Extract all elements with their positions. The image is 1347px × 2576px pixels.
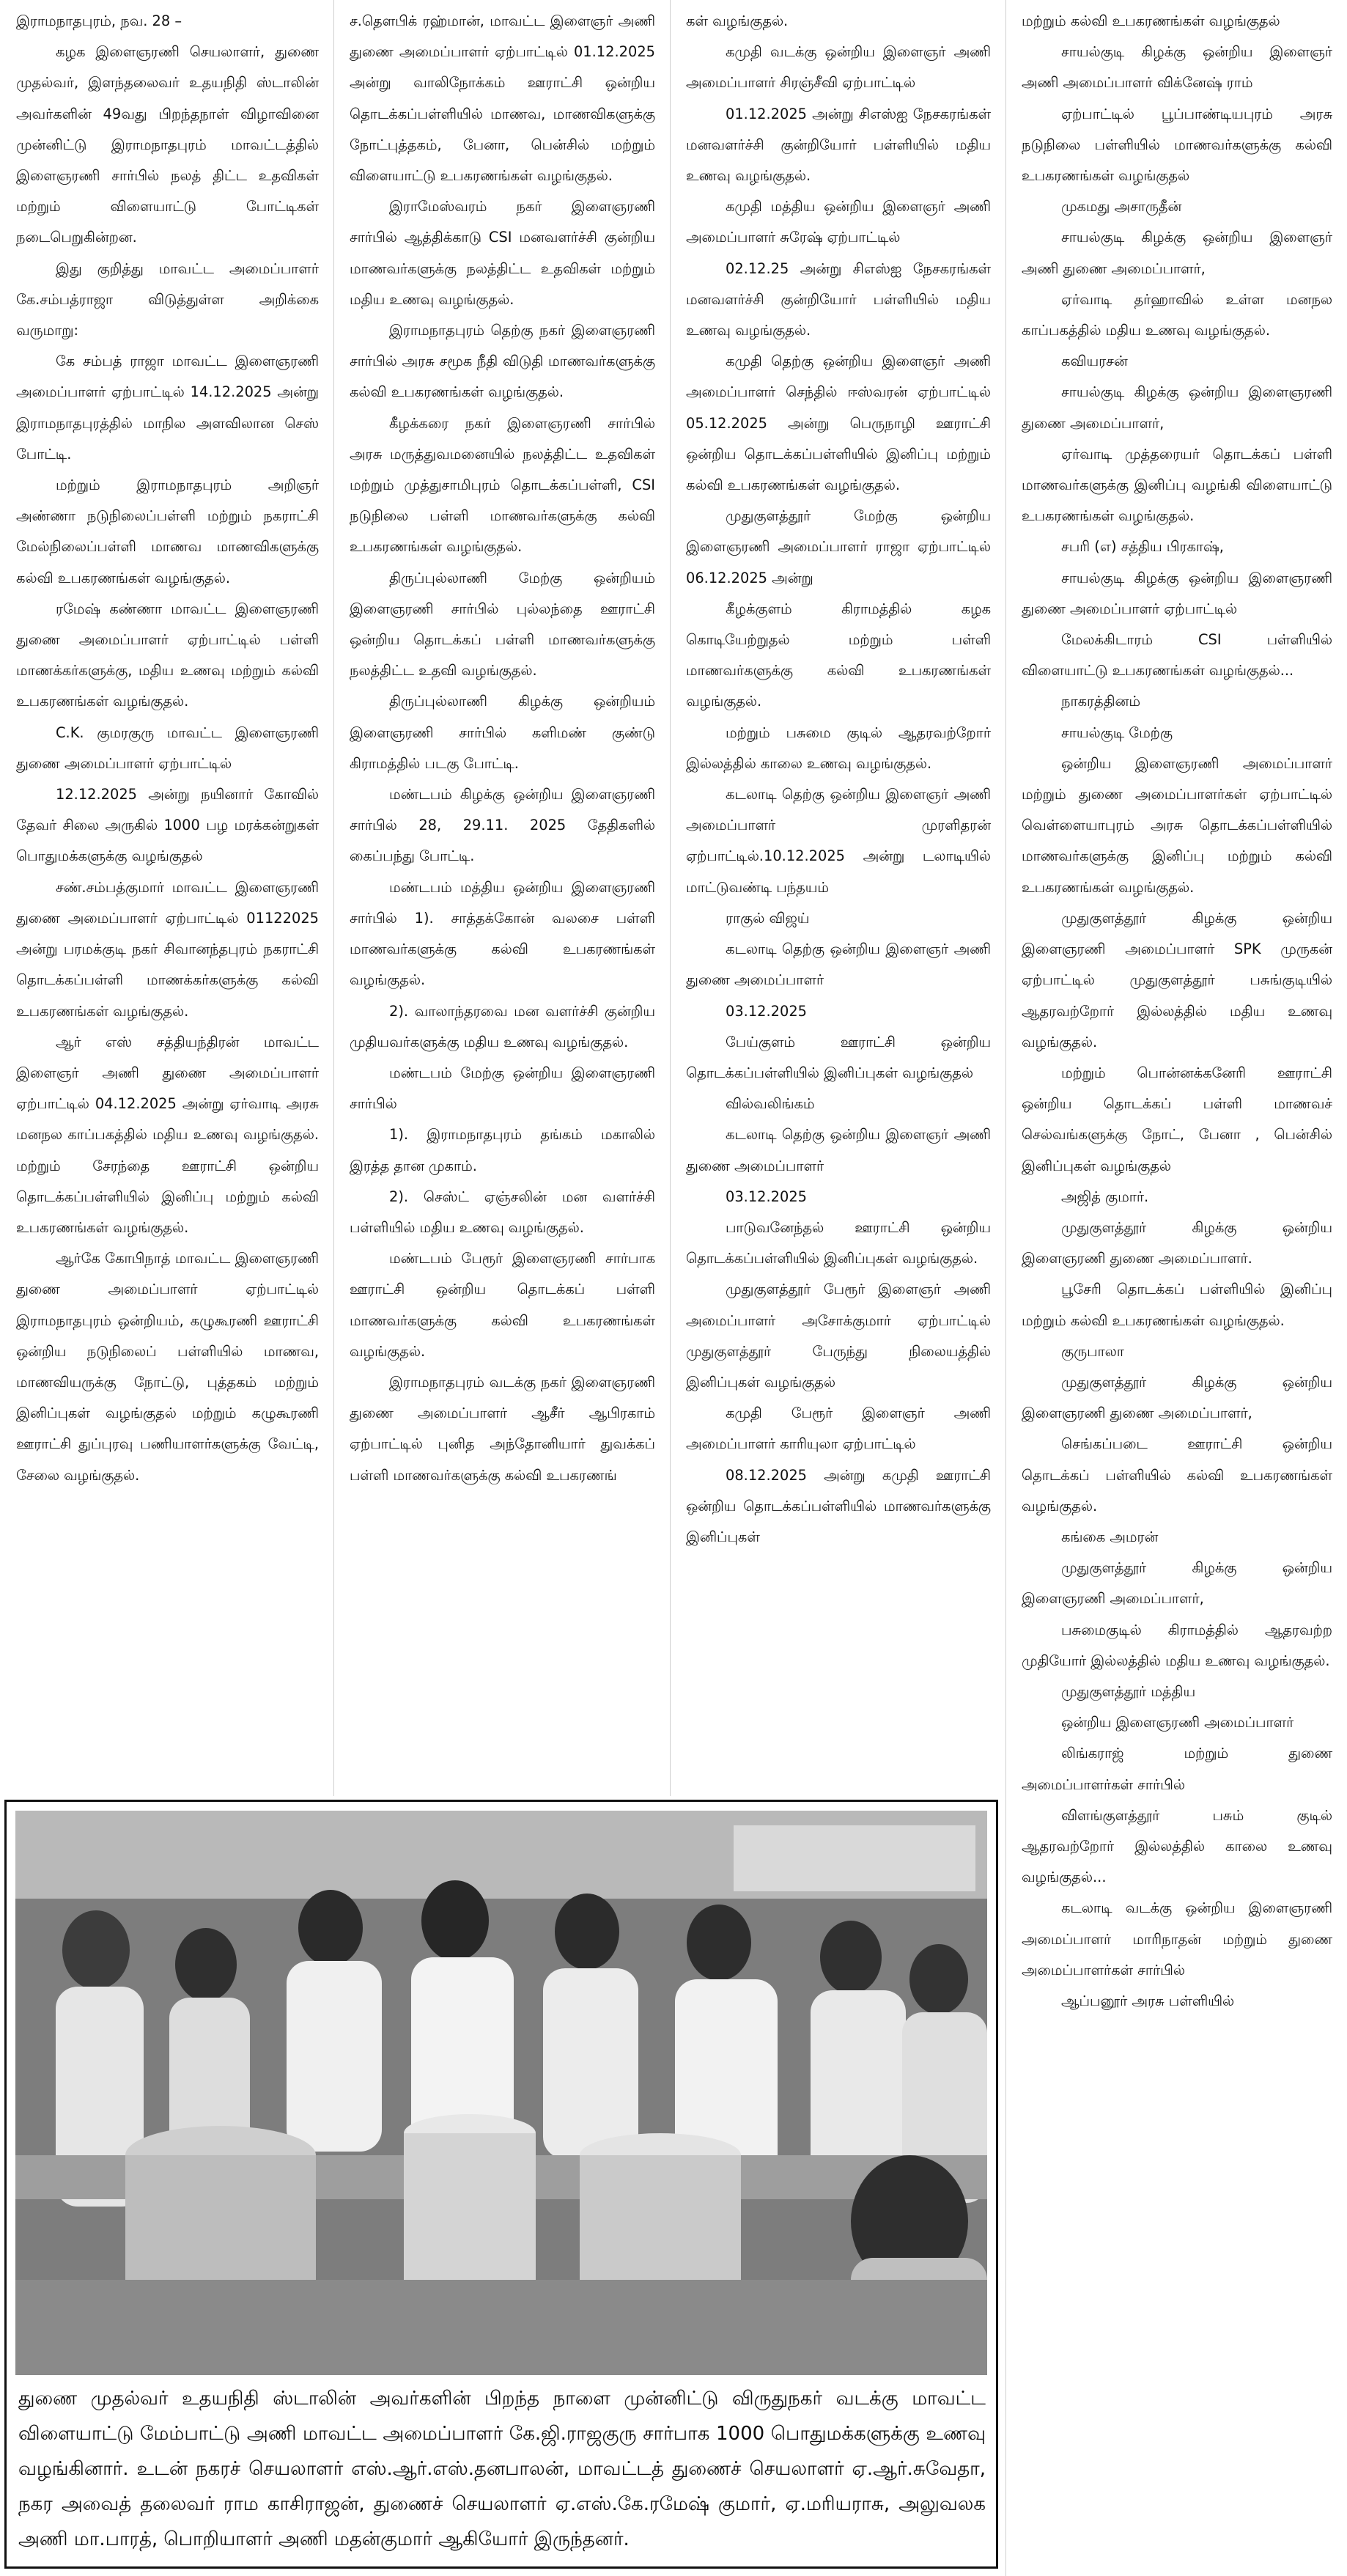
paragraph: மற்றும் பொன்னக்கனேரி ஊராட்சி ஒன்றிய தொடக்கப் பள்ளி மாணவச் செல்வங்களுக்கு நோட், பேனா , பென்சில் இனிப்புகள் வழங்குதல் (1022, 1064, 1332, 1174)
dateline: இராமநாதபுரம், நவ. 28 – (16, 12, 182, 29)
paragraph: சாயல்குடி கிழக்கு ஒன்றிய இளைஞரணி துணை அமைப்பாளர் ஏற்பாட்டில் (1022, 569, 1332, 617)
paragraph: கள் வழங்குதல். (686, 12, 789, 29)
paragraph: மண்டபம் கிழக்கு ஒன்றிய இளைஞரணி சார்பில் 28, 29.11. 2025 தேதிகளில் கைப்பந்து போட்டி. (350, 786, 655, 865)
paragraph: ஒன்றிய இளைஞரணி அமைப்பாளர் மற்றும் துணை அமைப்பாளர்கள் ஏற்பாட்டில் வெள்ளையாபுரம் அரசு தொடக்கப்பள்ளியில் மாணவர்களுக்கு இனிப்பு மற்றும் கல்வி உபகரணங்கள் வழங்குதல். (1022, 754, 1332, 896)
article-column-4 (1005, 0, 1347, 2576)
paragraph: முதுகுளத்தூர் கிழக்கு ஒன்றிய இளைஞரணி துணை அமைப்பாளர். (1022, 1218, 1332, 1267)
paragraph: ச.தௌபிக் ரஹ்மான், மாவட்ட இளைஞர் அணி துணை அமைப்பாளர் ஏற்பாட்டில் 01.12.2025 அன்று வாலிநோக்கம் ஊராட்சி ஒன்றிய தொடக்கப்பள்ளியில் மாணவ, மாணவிகளுக்கு நோட்புத்தகம், பேனா, பென்சில் மற்றும் விளையாட்டு உபகரணங்கள் வழங்குதல். (350, 12, 655, 185)
paragraph: கங்கை அமரன் (1061, 1528, 1159, 1545)
paragraph: C.K. குமரகுரு மாவட்ட இளைஞரணி துணை அமைப்பாளர் ஏற்பாட்டில் (16, 724, 319, 772)
paragraph: அஜித் குமார். (1061, 1188, 1149, 1205)
paragraph: மண்டபம் மேற்கு ஒன்றிய இளைஞரணி சார்பில் (350, 1064, 655, 1113)
paragraph: சண்.சம்பத்குமார் மாவட்ட இளைஞரணி துணை அமைப்பாளர் ஏற்பாட்டில் 01122025 அன்று பரமக்குடி நகர் சிவானந்தபுரம் நகராட்சி தொடக்கப்பள்ளி மாணக்கர்களுக்கு கல்வி உபகரணங்கள் வழங்குதல். (16, 878, 319, 1020)
paragraph: 1). இராமநாதபுரம் தங்கம் மகாலில் இரத்த தான முகாம். (350, 1126, 655, 1174)
paragraph: சாயல்குடி மேற்கு (1061, 724, 1173, 741)
paragraph: 02.12.25 அன்று சிஎஸ்ஐ நேசகரங்கள் மனவளர்ச்சி குன்றியோர் பள்ளியில் மதிய உணவு வழங்குதல். (686, 260, 991, 339)
paragraph: மண்டபம் பேரூர் இளைஞரணி சார்பாக ஊராட்சி ஒன்றிய தொடக்கப் பள்ளி மாணவர்களுக்கு கல்வி உபகரணங்கள் வழங்குதல். (350, 1250, 655, 1360)
paragraph: ஏர்வாடி முத்தரையர் தொடக்கப் பள்ளி மாணவர்களுக்கு இனிப்பு வழங்கி விளையாட்டு உபகரணங்கள் வழங்குதல். (1022, 445, 1332, 525)
paragraph: கீழக்குளம் கிராமத்தில் கழக கொடியேற்றுதல் மற்றும் பள்ளி மாணவர்களுக்கு கல்வி உபகரணங்கள் வழங்குதல். (686, 600, 991, 710)
paragraph: முதுகுளத்தூர் கிழக்கு ஒன்றிய இளைஞரணி அமைப்பாளர், (1022, 1559, 1332, 1608)
photo-caption: துணை முதல்வர் உதயநிதி ஸ்டாலின் அவர்களின் பிறந்த நாளை முன்னிட்டு விருதுநகர் வடக்கு மாவட்ட விளையாட்டு மேம்பாட்டு அணி மாவட்ட அமைப்பாளர் கே.ஜி.ராஜகுரு சார்பாக 1000 பொதுமக்களுக்கு உணவு வழங்கினார். உடன் நகரச் செயலாளர் எஸ்.ஆர்.எஸ்.தனபாலன், மாவட்டத் துணைச் செயலாளர் ஏ.ஆர்.சுவேதா, நகர அவைத் தலைவர் ராம காசிராஜன், துணைச் செயலாளர் ஏ.எஸ்.கே.ரமேஷ் குமார், ஏ.மரியராசு, அலுவலக அணி மா.பாரத், பொறியாளர் அணி மதன்குமார் ஆகியோர் இருந்தனர். (18, 2388, 986, 2550)
article-column-1 (0, 0, 333, 1796)
paragraph: லிங்கராஜ் மற்றும் துணை அமைப்பாளர்கள் சார்பில் (1022, 1745, 1332, 1793)
paragraph: ஆப்பனூர் அரசு பள்ளியில் (1061, 1992, 1235, 2009)
photo-illustration (15, 1811, 987, 2375)
paragraph: சாயல்குடி கிழக்கு ஒன்றிய இளைஞர் அணி துணை அமைப்பாளர், (1022, 229, 1332, 277)
paragraph: விளங்குளத்தூர் பசும் குடில் ஆதரவற்றோர் இல்லத்தில் காலை உணவு வழங்குதல்... (1022, 1806, 1332, 1886)
paragraph: நாகரத்தினம் (1061, 693, 1140, 710)
paragraph: திருப்புல்லாணி மேற்கு ஒன்றியம் இளைஞரணி சார்பில் புல்லந்தை ஊராட்சி ஒன்றிய தொடக்கப் பள்ளி மாணவர்களுக்கு நலத்திட்ட உதவி வழங்குதல். (350, 569, 655, 680)
paragraph: பாடுவனேந்தல் ஊராட்சி ஒன்றிய தொடக்கப்பள்ளியில் இனிப்புகள் வழங்குதல். (686, 1218, 991, 1267)
paragraph: ஏற்பாட்டில் பூப்பாண்டியபுரம் அரசு நடுநிலை பள்ளியில் மாணவர்களுக்கு கல்வி உபகரணங்கள் வழங்குதல் (1022, 105, 1332, 185)
paragraph: கடலாடி தெற்கு ஒன்றிய இளைஞர் அணி அமைப்பாளர் முரளிதரன் ஏற்பாட்டில்.10.12.2025 அன்று டலாடியில் மாட்டுவண்டி பந்தயம் (686, 786, 991, 896)
paragraph: 12.12.2025 அன்று நயினார் கோவில் தேவர் சிலை அருகில் 1000 பழ மரக்கன்றுகள் பொதுமக்களுக்கு வழங்குதல் (16, 786, 319, 865)
paragraph: கீழக்கரை நகர் இளைஞரணி சார்பில் அரசு மருத்துவமனையில் நலத்திட்ட உதவிகள் மற்றும் முத்துசாமிபுரம் தொடக்கப்பள்ளி, CSI நடுநிலை பள்ளி மாணவர்களுக்கு கல்வி உபகரணங்கள் வழங்குதல். (350, 414, 655, 556)
paragraph: மேலக்கிடாரம் CSI பள்ளியில் விளையாட்டு உபகரணங்கள் வழங்குதல்... (1022, 631, 1332, 680)
paragraph: கடலாடி தெற்கு ஒன்றிய இளைஞர் அணி துணை அமைப்பாளர் (686, 1126, 991, 1174)
paragraph: முதுகுளத்தூர் கிழக்கு ஒன்றிய இளைஞரணி அமைப்பாளர் SPK முருகன் ஏற்பாட்டில் முதுகுளத்தூர் பசுங்குடியில் ஆதரவற்றோர் இல்லத்தில் மதிய உணவு வழங்குதல். (1022, 909, 1332, 1050)
paragraph: முதுகுளத்தூர் மத்திய (1061, 1682, 1196, 1700)
paragraph: இது குறித்து மாவட்ட அமைப்பாளர் கே.சம்பத்ராஜா விடுத்துள்ள அறிக்கை வருமாறு: (16, 260, 319, 339)
paragraph: கமுதி வடக்கு ஒன்றிய இளைஞர் அணி அமைப்பாளர் சிரஞ்சீவி ஏற்பாட்டில் (686, 43, 991, 92)
paragraph: கே சம்பத் ராஜா மாவட்ட இளைஞரணி அமைப்பாளர் ஏற்பாட்டில் 14.12.2025 அன்று இராமநாதபுரத்தில் மாநில அளவிலான செஸ் போட்டி. (16, 353, 319, 463)
paragraph: கடலாடி வடக்கு ஒன்றிய இளைஞரணி அமைப்பாளர் மாரிநாதன் மற்றும் துணை அமைப்பாளர்கள் சார்பில் (1022, 1899, 1332, 1979)
paragraph: 08.12.2025 அன்று கமுதி ஊராட்சி ஒன்றிய தொடக்கப்பள்ளியில் மாணவர்களுக்கு இனிப்புகள் (686, 1466, 991, 1545)
column-divider (1005, 0, 1006, 2576)
paragraph: ரமேஷ் கண்ணா மாவட்ட இளைஞரணி துணை அமைப்பாளர் ஏற்பாட்டில் பள்ளி மாணக்கர்களுக்கு, மதிய உணவு மற்றும் கல்வி உபகரணங்கள் வழங்குதல். (16, 600, 319, 710)
paragraph: பூசேரி தொடக்கப் பள்ளியில் இனிப்பு மற்றும் கல்வி உபகரணங்கள் வழங்குதல். (1022, 1281, 1332, 1329)
paragraph: மண்டபம் மத்திய ஒன்றிய இளைஞரணி சார்பில் 1). சாத்தக்கோன் வலசை பள்ளி மாணவர்களுக்கு கல்வி உபகரணங்கள் வழங்குதல். (350, 878, 655, 989)
paragraph: 2). வாலாந்தரவை மன வளர்ச்சி குன்றிய முதியவர்களுக்கு மதிய உணவு வழங்குதல். (350, 1002, 655, 1050)
paragraph: கழக இளைஞரணி செயலாளர், துணை முதல்வர், இளந்தலைவர் உதயநிதி ஸ்டாலின் அவர்களின் 49வது பிறந்தநாள் விழாவினை முன்னிட்டு இராமநாதபுரம் மாவட்டத்தில் இளைஞரணி சார்பில் நலத் திட்ட உதவிகள் மற்றும் விளையாட்டு போட்டிகள் நடைபெறுகின்றன. (16, 43, 319, 246)
article-column-2 (333, 0, 670, 1796)
paragraph: மற்றும் கல்வி உபகரணங்கள் வழங்குதல் (1022, 12, 1280, 29)
news-photo (15, 1811, 987, 2375)
paragraph: 03.12.2025 (726, 1188, 808, 1205)
paragraph: கமுதி மத்திய ஒன்றிய இளைஞர் அணி அமைப்பாளர் சுரேஷ் ஏற்பாட்டில் (686, 198, 991, 246)
paragraph: முதுகுளத்தூர் பேரூர் இளைஞர் அணி அமைப்பாளர் அசோக்குமார் ஏற்பாட்டில் முதுகுளத்தூர் பேருந்து நிலையத்தில் இனிப்புகள் வழங்குதல் (686, 1281, 991, 1391)
paragraph: சாயல்குடி கிழக்கு ஒன்றிய இளைஞர் அணி அமைப்பாளர் விக்னேஷ் ராம் (1022, 43, 1332, 92)
paragraph: கமுதி பேரூர் இளைஞர் அணி அமைப்பாளர் காரியுலா ஏற்பாட்டில் (686, 1405, 991, 1453)
paragraph: ஆர் எஸ் சத்தியந்திரன் மாவட்ட இளைஞர் அணி துணை அமைப்பாளர் ஏற்பாட்டில் 04.12.2025 அன்று ஏர்வாடி அரசு மனநல காப்பகத்தில் மதிய உணவு வழங்குதல். மற்றும் சேரந்தை ஊராட்சி ஒன்றிய தொடக்கப்பள்ளியில் இனிப்பு மற்றும் கல்வி உபகரணங்கள் வழங்குதல். (16, 1033, 319, 1236)
column-divider (333, 0, 334, 1796)
paragraph: பசுமைகுடில் கிராமத்தில் ஆதரவற்ற முதியோர் இல்லத்தில் மதிய உணவு வழங்குதல். (1022, 1621, 1332, 1669)
paragraph: முதுகுளத்தூர் மேற்கு ஒன்றிய இளைஞரணி அமைப்பாளர் ராஜா ஏற்பாட்டில் 06.12.2025 அன்று (686, 507, 991, 586)
paragraph: கவியரசன் (1061, 353, 1128, 370)
paragraph: முகமது அசாருதீன் (1061, 198, 1182, 216)
paragraph: மற்றும் பசுமை குடில் ஆதரவற்றோர் இல்லத்தில் காலை உணவு வழங்குதல். (686, 724, 991, 772)
paragraph: திருப்புல்லாணி கிழக்கு ஒன்றியம் இளைஞரணி சார்பில் களிமண் குண்டு கிராமத்தில் படகு போட்டி. (350, 693, 655, 772)
paragraph: 01.12.2025 அன்று சிஎஸ்ஐ நேசகரங்கள் மனவளர்ச்சி குன்றியோர் பள்ளியில் மதிய உணவு வழங்குதல். (686, 105, 991, 185)
column-divider (670, 0, 671, 1796)
paragraph: ஏர்வாடி தர்ஹாவில் உள்ள மனநல காப்பகத்தில் மதிய உணவு வழங்குதல். (1022, 290, 1332, 339)
paragraph: இராமநாதபுரம் தெற்கு நகர் இளைஞரணி சார்பில் அரசு சமூக நீதி விடுதி மாணவர்களுக்கு கல்வி உபகரணங்கள் வழங்குதல். (350, 322, 655, 401)
paragraph: கமுதி தெற்கு ஒன்றிய இளைஞர் அணி அமைப்பாளர் செந்தில் ஈஸ்வரன் ஏற்பாட்டில் 05.12.2025 அன்று பெருநாழி ஊராட்சி ஒன்றிய தொடக்கப்பள்ளியில் இனிப்பு மற்றும் கல்வி உபகரணங்கள் வழங்குதல். (686, 353, 991, 494)
paragraph: ராகுல் விஜய் (726, 909, 810, 927)
paragraph: இராமநாதபுரம் வடக்கு நகர் இளைஞரணி துணை அமைப்பாளர் ஆசீர் ஆபிரகாம் ஏற்பாட்டில் புனித அந்தோனியார் துவக்கப் பள்ளி மாணவர்களுக்கு கல்வி உபகரணங் (350, 1373, 655, 1484)
paragraph: கடலாடி தெற்கு ஒன்றிய இளைஞர் அணி துணை அமைப்பாளர் (686, 941, 991, 989)
paragraph: இராமேஸ்வரம் நகர் இளைஞரணி சார்பில் ஆத்திக்காடு CSI மனவளர்ச்சி குன்றிய மாணவர்களுக்கு நலத்திட்ட உதவிகள் மற்றும் மதிய உணவு வழங்குதல். (350, 198, 655, 308)
paragraph: பேய்குளம் ஊராட்சி ஒன்றிய தொடக்கப்பள்ளியில் இனிப்புகள் வழங்குதல் (686, 1033, 991, 1081)
paragraph: முதுகுளத்தூர் கிழக்கு ஒன்றிய இளைஞரணி துணை அமைப்பாளர், (1022, 1373, 1332, 1422)
paragraph: குருபாலா (1061, 1342, 1124, 1360)
paragraph: சபரி (எ) சத்திய பிரகாஷ், (1061, 538, 1224, 556)
paragraph: வில்வலிங்கம் (726, 1095, 815, 1113)
paragraph: ஒன்றிய இளைஞரணி அமைப்பாளர் (1061, 1714, 1294, 1732)
paragraph: ஆர்கே கோபிநாத் மாவட்ட இளைஞரணி துணை அமைப்பாளர் ஏற்பாட்டில் இராமநாதபுரம் ஒன்றியம், கழுகூரணி ஊராட்சி ஒன்றிய நடுநிலைப் பள்ளியில் மாணவ, மாணவியருக்கு நோட்டு, புத்தகம் மற்றும் இனிப்புகள் வழங்குதல் மற்றும் கழுகூரணி ஊராட்சி துப்புரவு பணியாளர்களுக்கு வேட்டி, சேலை வழங்குதல். (16, 1250, 319, 1484)
paragraph: செங்கப்படை ஊராட்சி ஒன்றிய தொடக்கப் பள்ளியில் கல்வி உபகரணங்கள் வழங்குதல். (1022, 1435, 1332, 1515)
paragraph: சாயல்குடி கிழக்கு ஒன்றிய இளைஞரணி துணை அமைப்பாளர், (1022, 383, 1332, 432)
paragraph: 03.12.2025 (726, 1002, 808, 1020)
paragraph: 2). செஸ்ட் ஏஞ்சலின் மன வளர்ச்சி பள்ளியில் மதிய உணவு வழங்குதல். (350, 1188, 655, 1236)
paragraph: மற்றும் இராமநாதபுரம் அறிஞர் அண்ணா நடுநிலைப்பள்ளி மற்றும் நகராட்சி மேல்நிலைப்பள்ளி மாணவ மாணவிகளுக்கு கல்வி உபகரணங்கள் வழங்குதல். (16, 476, 319, 586)
article-column-3 (670, 0, 1005, 1796)
photo-box (4, 1800, 998, 2569)
